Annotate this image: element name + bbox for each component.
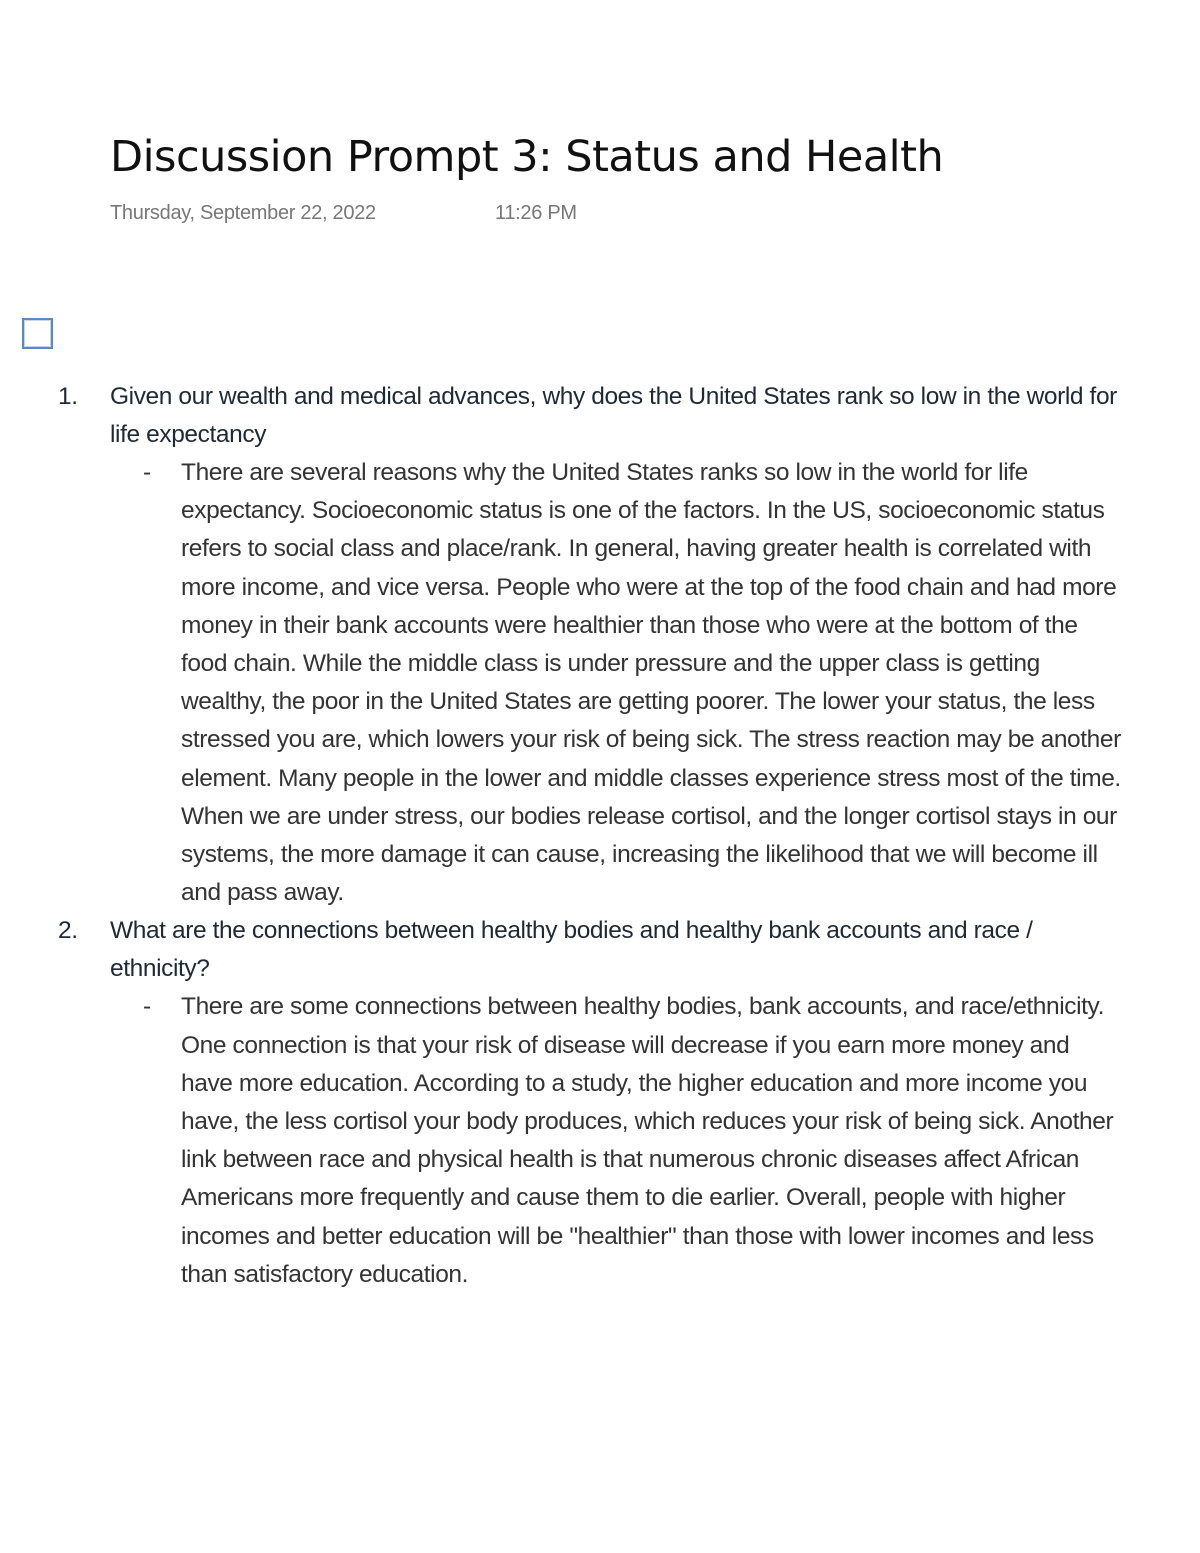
note-date: Thursday, September 22, 2022 xyxy=(110,202,376,224)
question-text: What are the connections between healthy bodies and healthy bank accounts and race / ethnicity? xyxy=(110,917,1033,983)
list-item-answer-1 xyxy=(0,454,1121,912)
list-item-question-2 xyxy=(0,912,1120,988)
list-number: 1. xyxy=(58,383,78,410)
list-number: 2. xyxy=(58,917,78,945)
answer-text: There are several reasons why the United States ranks so low in the world for life expectancy. Socioeconomic status is one of the factors. In the US, socioeconomic status refers to social class and place/rank. In general, having greater health is correlated with more income, and vice versa. People who were at the top of the food chain and had more money in their bank accounts were healthier than those who were at the bottom of the food chain. While the middle class is under pressure and the upper class is getting wealthy, the poor in the United States are getting poorer. The lower your status, the less stressed you are, which lowers your risk of being sick. The stress reaction may be another element. Many people in the lower and middle classes experience stress most of the time. When we are under stress, our bodies release cortisol, and the longer cortisol stays in our systems, the more damage it can cause, increasing the likelihood that we will become ill and pass away. xyxy=(181,459,1121,907)
list-item-answer-2 xyxy=(0,988,1121,1294)
dash-bullet: - xyxy=(143,993,151,1021)
list-item-question-1 xyxy=(0,378,1120,454)
page-title: Discussion Prompt 3: Status and Health xyxy=(110,132,944,182)
empty-checkbox-icon[interactable] xyxy=(22,318,53,349)
question-text: Given our wealth and medical advances, why does the United States rank so low in the world for life expectancy xyxy=(110,383,1117,448)
note-time: 11:26 PM xyxy=(495,202,577,224)
numbered-list xyxy=(0,378,1200,1294)
answer-text: There are some connections between healthy bodies, bank accounts, and race/ethnicity. One connection is that your risk of disease will decrease if you earn more money and have more education. According to a study, the higher education and more income you have, the less cortisol your body produces, which reduces your risk of being sick. Another link between race and physical health is that numerous chronic diseases affect African Americans more frequently and cause them to die earlier. Overall, people with higher incomes and better education will be "healthier" than those with lower incomes and less than satisfactory education. xyxy=(181,993,1114,1288)
dash-bullet: - xyxy=(143,459,151,486)
